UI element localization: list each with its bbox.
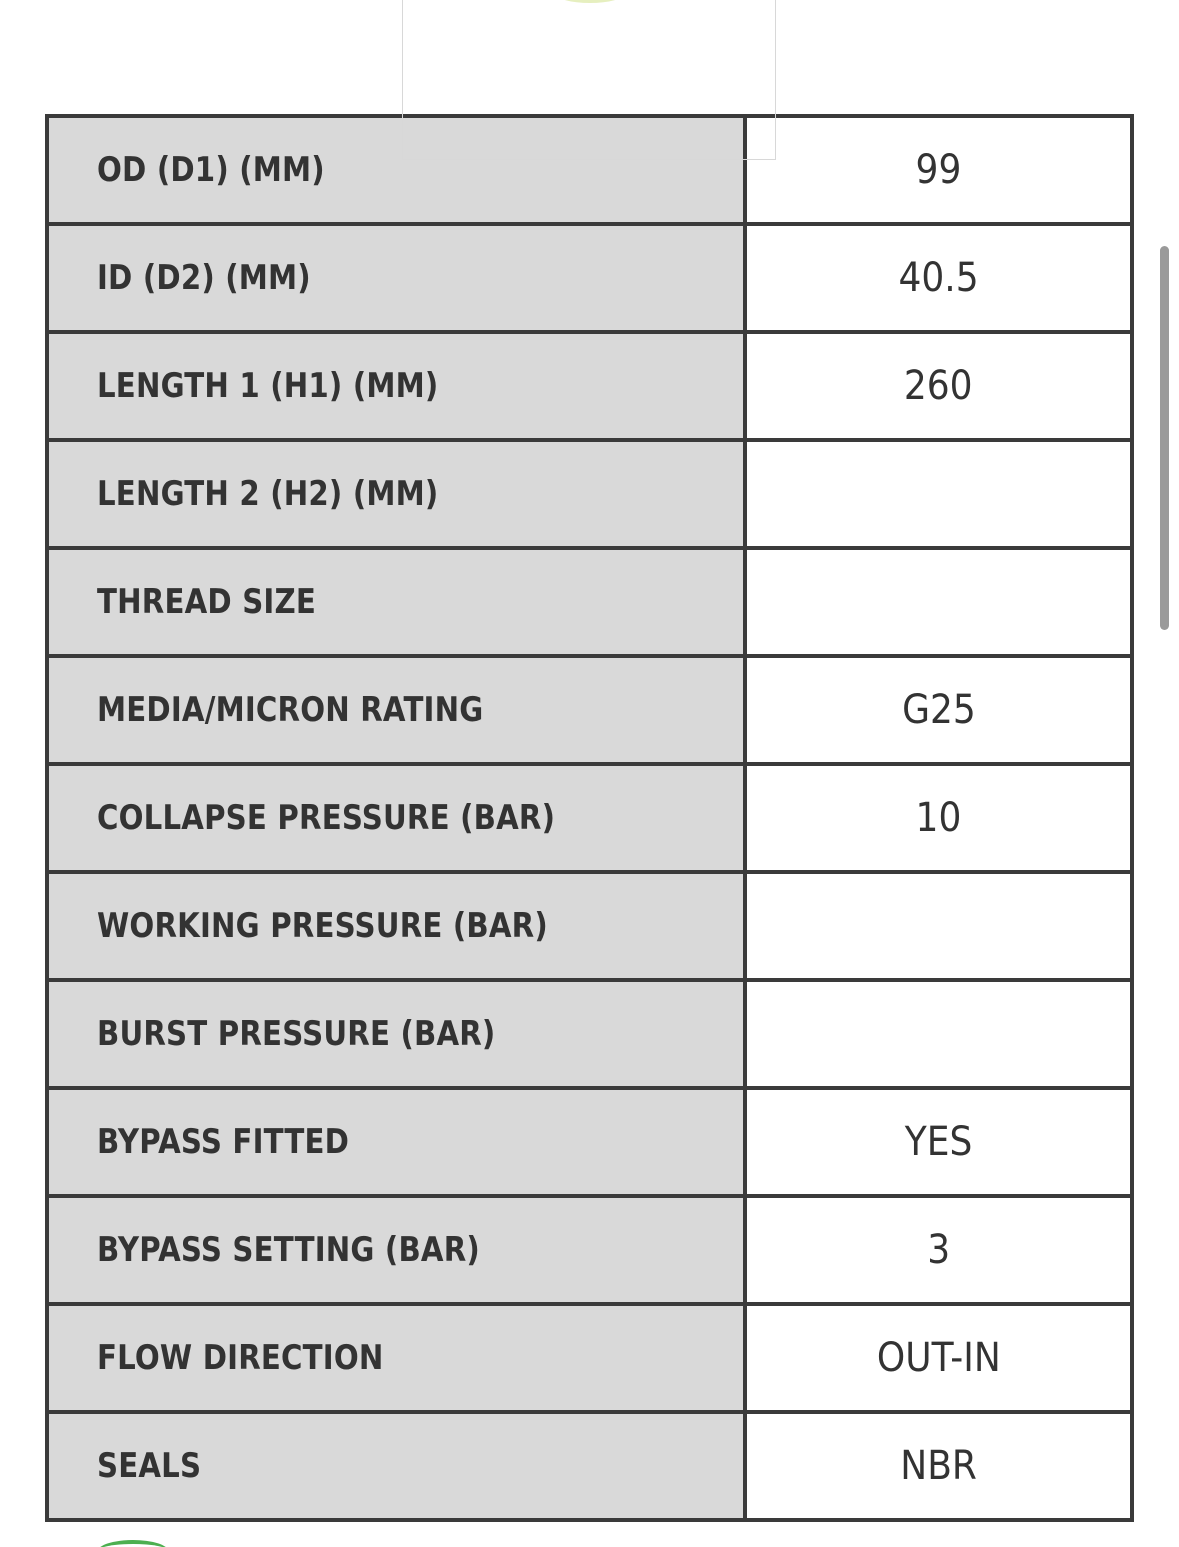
table-row xyxy=(49,1414,1130,1518)
spec-value: NBR xyxy=(747,1414,1130,1518)
product-image-fragment xyxy=(555,0,625,3)
spec-label: BYPASS SETTING (BAR) xyxy=(49,1198,743,1302)
page-scrollbar[interactable] xyxy=(1160,246,1169,630)
spec-value: 3 xyxy=(747,1198,1130,1302)
spec-value: OUT-IN xyxy=(747,1306,1130,1410)
spec-label: COLLAPSE PRESSURE (BAR) xyxy=(49,766,743,870)
spec-label: BYPASS FITTED xyxy=(49,1090,743,1194)
spec-value: G25 xyxy=(747,658,1130,762)
table-row xyxy=(49,334,1130,442)
table-row xyxy=(49,658,1130,766)
table-row xyxy=(49,1090,1130,1198)
spec-value: YES xyxy=(747,1090,1130,1194)
spec-label: BURST PRESSURE (BAR) xyxy=(49,982,743,1086)
table-row xyxy=(49,1198,1130,1306)
table-row xyxy=(49,550,1130,658)
spec-value: 260 xyxy=(747,334,1130,438)
table-row xyxy=(49,766,1130,874)
table-row xyxy=(49,1306,1130,1414)
table-row xyxy=(49,874,1130,982)
spec-value xyxy=(747,442,1130,546)
spec-label: SEALS xyxy=(49,1414,743,1518)
green-circle-fragment xyxy=(98,1540,168,1547)
spec-label: LENGTH 1 (H1) (MM) xyxy=(49,334,743,438)
spec-value xyxy=(747,982,1130,1086)
spec-value xyxy=(747,874,1130,978)
table-row xyxy=(49,982,1130,1090)
spec-label: ID (D2) (MM) xyxy=(49,226,743,330)
spec-value xyxy=(747,550,1130,654)
spec-label: THREAD SIZE xyxy=(49,550,743,654)
table-row xyxy=(49,118,1130,226)
spec-value: 99 xyxy=(747,118,1130,222)
table-row xyxy=(49,442,1130,550)
spec-label: WORKING PRESSURE (BAR) xyxy=(49,874,743,978)
spec-label: MEDIA/MICRON RATING xyxy=(49,658,743,762)
specifications-table xyxy=(45,114,1134,1522)
spec-label: OD (D1) (MM) xyxy=(49,118,743,222)
spec-label: FLOW DIRECTION xyxy=(49,1306,743,1410)
table-row xyxy=(49,226,1130,334)
spec-value: 40.5 xyxy=(747,226,1130,330)
spec-value: 10 xyxy=(747,766,1130,870)
spec-label: LENGTH 2 (H2) (MM) xyxy=(49,442,743,546)
